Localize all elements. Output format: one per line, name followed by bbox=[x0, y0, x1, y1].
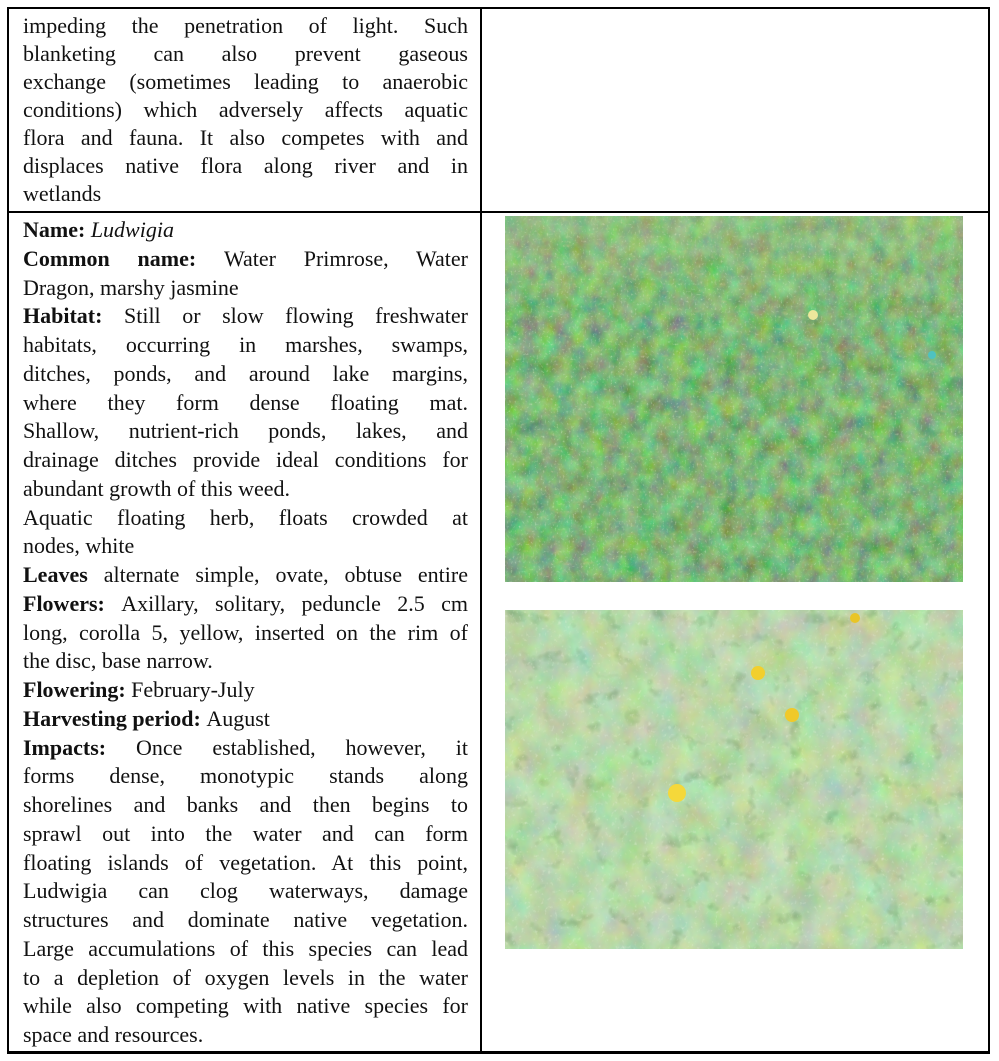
closeup-foliage-texture bbox=[505, 610, 963, 949]
text-segment: forms dense, monotypic stands along bbox=[23, 763, 468, 789]
text-segment: drainage ditches provide ideal conditions for bbox=[23, 447, 468, 472]
text-line bbox=[23, 935, 468, 964]
text-line bbox=[23, 216, 468, 245]
text-segment: to a depletion of oxygen levels in the water bbox=[23, 964, 468, 990]
text-segment: Axillary, solitary, peduncle 2.5 cm bbox=[121, 590, 469, 616]
ludwigia-photos-cell bbox=[482, 213, 988, 1051]
text-segment: flora and fauna. It also competes with and bbox=[23, 125, 468, 150]
ludwigia-closeup-flowers-photo bbox=[505, 610, 963, 949]
text-line bbox=[23, 40, 468, 68]
text-segment: long, corolla 5, yellow, inserted on the rim of bbox=[23, 619, 468, 645]
text-line bbox=[23, 906, 468, 935]
text-segment: floating islands of vegetation. At this point, bbox=[23, 849, 468, 875]
text-segment: Harvesting period: bbox=[23, 705, 207, 731]
species-table bbox=[7, 7, 990, 1054]
text-line bbox=[23, 532, 468, 561]
text-line bbox=[23, 762, 468, 791]
text-line bbox=[23, 820, 468, 849]
text-segment: Flowering: bbox=[23, 677, 132, 702]
text-line bbox=[23, 619, 468, 648]
accent-dot bbox=[785, 708, 799, 722]
text-segment: conditions) which adversely affects aquatic bbox=[23, 97, 468, 122]
text-segment: space and resources. bbox=[23, 1022, 204, 1047]
text-line bbox=[23, 676, 468, 705]
accent-dot bbox=[928, 351, 936, 359]
impacts-continued-text-cell bbox=[9, 9, 482, 211]
text-segment: Still or slow flowing freshwater bbox=[123, 303, 468, 329]
accent-dot bbox=[808, 310, 818, 320]
text-line bbox=[23, 446, 468, 475]
accent-dot bbox=[751, 666, 765, 680]
text-segment: Large accumulations of this species can lead bbox=[23, 935, 468, 961]
ludwigia-dense-mat-photo bbox=[505, 216, 963, 582]
text-segment: ditches, ponds, and around lake margins, bbox=[23, 360, 468, 386]
text-segment: Impacts: bbox=[23, 734, 137, 760]
text-line bbox=[23, 504, 468, 533]
text-line bbox=[23, 705, 468, 734]
text-line bbox=[23, 12, 468, 40]
text-segment: impeding the penetration of light. Such bbox=[23, 13, 468, 38]
text-line bbox=[23, 417, 468, 446]
text-segment: Common name: bbox=[23, 245, 224, 271]
text-line bbox=[23, 274, 468, 303]
text-segment: Ludwigia bbox=[90, 217, 174, 242]
text-segment: August bbox=[206, 705, 270, 731]
text-line bbox=[23, 992, 468, 1021]
table-row-ludwigia bbox=[9, 213, 988, 1051]
table-row-impacts-continued bbox=[9, 9, 988, 213]
text-segment: Water Primrose, Water bbox=[223, 245, 468, 271]
text-line bbox=[23, 389, 468, 418]
text-segment: while also competing with native species for bbox=[23, 993, 468, 1019]
text-line bbox=[23, 590, 468, 619]
text-segment: structures and dominate native vegetation. bbox=[23, 907, 468, 932]
text-segment: Ludwigia can clog waterways, damage bbox=[23, 878, 468, 904]
text-segment: sprawl out into the water and can form bbox=[23, 820, 468, 846]
text-segment: habitats, occurring in marshes, swamps, bbox=[23, 332, 468, 357]
text-line bbox=[23, 331, 468, 360]
text-line bbox=[23, 647, 468, 676]
text-segment: exchange (sometimes leading to anaerobic bbox=[23, 69, 468, 94]
text-line bbox=[23, 964, 468, 993]
text-segment: blanketing can also prevent gaseous bbox=[23, 41, 468, 66]
text-segment: nodes, white bbox=[23, 533, 135, 559]
text-line bbox=[23, 180, 468, 208]
accent-dot bbox=[668, 784, 686, 802]
text-line bbox=[23, 68, 468, 96]
text-line bbox=[23, 96, 468, 124]
ludwigia-description-cell bbox=[9, 213, 482, 1051]
text-line bbox=[23, 849, 468, 878]
text-segment: Aquatic floating herb, floats crowded at bbox=[23, 504, 468, 530]
text-line bbox=[23, 1021, 468, 1050]
text-segment: displaces native flora along river and in bbox=[23, 153, 468, 178]
text-segment: February-July bbox=[131, 677, 255, 702]
text-segment: Flowers: bbox=[23, 590, 122, 616]
text-line bbox=[23, 245, 468, 274]
text-segment: shorelines and banks and then begins to bbox=[23, 792, 468, 817]
text-line bbox=[23, 360, 468, 389]
text-line bbox=[23, 791, 468, 820]
text-line bbox=[23, 152, 468, 180]
text-segment: Shallow, nutrient-rich ponds, lakes, and bbox=[23, 418, 468, 444]
text-segment: Name: bbox=[23, 217, 91, 242]
text-segment: where they form dense floating mat. bbox=[23, 389, 468, 415]
text-line bbox=[23, 734, 468, 763]
text-segment: alternate simple, ovate, obtuse entire bbox=[103, 562, 468, 587]
text-segment: abundant growth of this weed. bbox=[23, 475, 290, 501]
text-segment: Dragon, marshy jasmine bbox=[23, 274, 239, 300]
text-line bbox=[23, 475, 468, 504]
text-segment: Habitat: bbox=[23, 303, 124, 329]
text-line bbox=[23, 877, 468, 906]
text-line bbox=[23, 124, 468, 152]
text-segment: Leaves bbox=[23, 562, 104, 587]
text-segment: wetlands bbox=[23, 181, 102, 206]
text-line bbox=[23, 561, 468, 590]
dense-mat-foliage-texture bbox=[505, 216, 963, 582]
text-line bbox=[23, 302, 468, 331]
text-segment: the disc, base narrow. bbox=[23, 648, 213, 674]
text-segment: Once established, however, it bbox=[136, 734, 468, 760]
accent-dot bbox=[850, 613, 860, 623]
empty-cell bbox=[482, 9, 988, 211]
